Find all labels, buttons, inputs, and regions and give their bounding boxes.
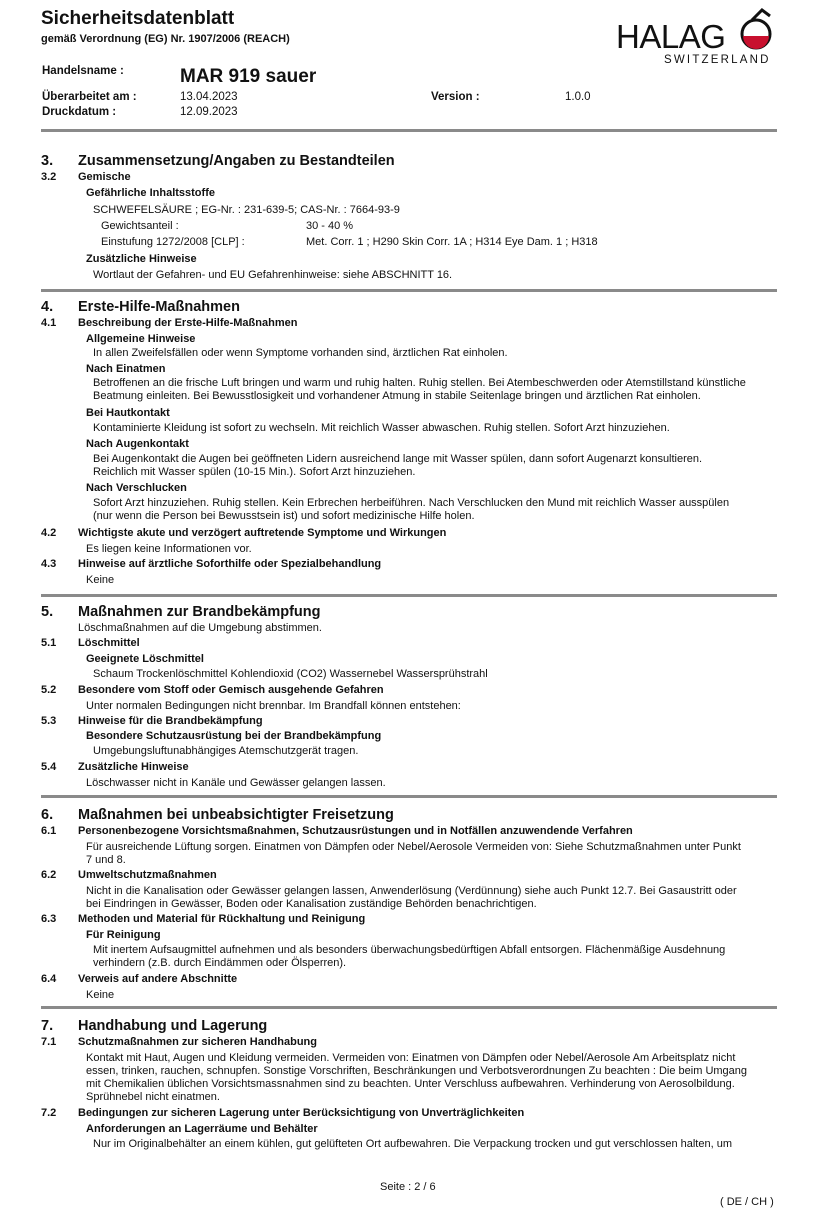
subsection-title: Hinweise für die Brandbekämpfung [78, 715, 263, 727]
subsection-title: Bedingungen zur sicheren Lagerung unter Berücksichtigung von Unverträglichkeiten [78, 1107, 525, 1119]
text-line: Nicht in die Kanalisation oder Gewässer gelangen lassen, Anwenderlösung (Verdünnung) siehe auch Punkt 12.7. Bei Gasaustritt oder [86, 885, 737, 897]
text-line: Kontakt mit Haut, Augen und Kleidung vermeiden. Vermeiden von: Einatmen von Dämpfen oder Nebel/Aerosole Am Arbeitsplatz nicht [86, 1052, 736, 1064]
text-line: Unter normalen Bedingungen nicht brennbar. Im Brandfall können entstehen: [86, 700, 461, 712]
text-line: verhindern (z.B. durch Eindämmen oder Ölsperren). [93, 957, 347, 969]
text-line: essen, trinken, rauchen, schnupfen. Sonstige Vorschriften, Beschränkungen und Verbotsverordnungen Zu beachten : Die beim Umgang [86, 1065, 748, 1077]
text-line: Sprühnebel nicht einatmen. [86, 1091, 220, 1103]
text-line: 7 und 8. [86, 854, 126, 866]
print-date-label: Druckdatum : [42, 106, 117, 118]
subheading: Zusätzliche Hinweise [86, 253, 197, 265]
subsection-number: 6.3 [41, 913, 57, 925]
section-divider [41, 594, 777, 597]
logo-name: HALAG [616, 18, 726, 55]
subsection-number: 6.2 [41, 869, 57, 881]
text-line: Keine [86, 989, 115, 1001]
subsection-number: 5.4 [41, 761, 57, 773]
text-line: Es liegen keine Informationen vor. [86, 543, 252, 555]
classification-value: Met. Corr. 1 ; H290 Skin Corr. 1A ; H314 Eye Dam. 1 ; H318 [306, 236, 598, 248]
section-number: 7. [41, 1018, 54, 1034]
text-line: Löschmaßnahmen auf die Umgebung abstimmen. [78, 622, 322, 634]
section-number: 5. [41, 604, 54, 620]
subsection-title: Verweis auf andere Abschnitte [78, 973, 238, 985]
section-number: 4. [41, 299, 54, 315]
subheading: Gefährliche Inhaltsstoffe [86, 187, 215, 199]
revised-label: Überarbeitet am : [42, 91, 137, 103]
text-line: Reichlich mit Wasser spülen (10-15 Min.). Sofort Arzt hinzuziehen. [93, 466, 416, 478]
weight-label: Gewichtsanteil : [101, 220, 179, 232]
version-label: Version : [431, 91, 480, 103]
text-line: Kontaminierte Kleidung ist sofort zu wechseln. Mit reichlich Wasser abwaschen. Ruhig stellen. Sofort Arzt hinzuziehen. [93, 422, 670, 434]
text-line: Nur im Originalbehälter an einem kühlen, gut gelüfteten Ort aufbewahren. Die Verpackung trocken und gut verschlossen halten, um [93, 1138, 732, 1150]
subsection-title: Löschmittel [78, 637, 140, 649]
text-line: Schaum Trockenlöschmittel Kohlendioxid (CO2) Wassernebel Wassersprühstrahl [93, 668, 488, 680]
subsection-number: 6.4 [41, 973, 57, 985]
subsection-number: 5.2 [41, 684, 57, 696]
text-line: Betroffenen an die frische Luft bringen und warm und ruhig halten. Ruhig stellen. Bei Atembeschwerden oder Atemstillstand künstliche [93, 377, 746, 389]
classification-label: Einstufung 1272/2008 [CLP] : [101, 236, 245, 248]
text-line: bei Eindringen in Gewässer, Boden oder Kanalisation zuständige Behörden benachrichtigen. [86, 898, 537, 910]
weight-value: 30 - 40 % [306, 220, 354, 232]
subsection-number: 5.3 [41, 715, 57, 727]
subsection-number: 3.2 [41, 171, 57, 183]
text-line: Umgebungsluftunabhängiges Atemschutzgerät tragen. [93, 745, 359, 757]
print-date: 12.09.2023 [180, 106, 238, 118]
subsection-title: Personenbezogene Vorsichtsmaßnahmen, Schutzausrüstungen und in Notfällen anzuwendende Verfahren [78, 825, 633, 837]
section-title: Maßnahmen bei unbeabsichtigter Freisetzung [78, 807, 394, 823]
subsection-title: Besondere vom Stoff oder Gemisch ausgehende Gefahren [78, 684, 384, 696]
section-divider [41, 289, 777, 292]
text-line: Mit inertem Aufsaugmittel aufnehmen und als besonders überwachungsbedürftigen Abfall entsorgen. Flächenmäßige Ausdehnung [93, 944, 726, 956]
section-title: Maßnahmen zur Brandbekämpfung [78, 604, 321, 620]
logo-sub: SWITZERLAND [664, 54, 771, 66]
text-line: Keine [86, 574, 115, 586]
text-line: (nur wenn die Person bei Bewusstsein ist) und sofort medizinische Hilfe holen. [93, 510, 475, 522]
subsection-title: Zusätzliche Hinweise [78, 761, 189, 773]
trade-name: MAR 919 sauer [180, 66, 317, 87]
header-divider [41, 129, 777, 132]
subsection-title: Beschreibung der Erste-Hilfe-Maßnahmen [78, 317, 298, 329]
text-line: Löschwasser nicht in Kanäle und Gewässer gelangen lassen. [86, 777, 386, 789]
trade-name-label: Handelsname : [42, 65, 124, 77]
version-value: 1.0.0 [565, 91, 591, 103]
subheading: Geeignete Löschmittel [86, 653, 204, 665]
section-number: 3. [41, 153, 54, 169]
subsection-title: Gemische [78, 171, 131, 183]
ingredient-line: SCHWEFELSÄURE ; EG-Nr. : 231-639-5; CAS-Nr. : 7664-93-9 [93, 204, 400, 216]
section-divider [41, 1006, 777, 1009]
text-line: Beatmung einleiten. Bei Bewusstlosigkeit und vorhandener Atmung in stabile Seitenlage bringen und ärztlichen Rat einholen. [93, 390, 701, 402]
subsection-title: Wichtigste akute und verzögert auftretende Symptome und Wirkungen [78, 527, 447, 539]
subsection-number: 7.2 [41, 1107, 57, 1119]
text-line: Für ausreichende Lüftung sorgen. Einatmen von Dämpfen oder Nebel/Aerosole Vermeiden von: Siehe Schutzmaßnahmen unter Punkt [86, 841, 741, 853]
text-line: Sofort Arzt hinzuziehen. Ruhig stellen. Kein Erbrechen herbeiführen. Nach Verschlucken den Mund mit reichlich Wasser ausspülen [93, 497, 730, 509]
text-line: In allen Zweifelsfällen oder wenn Symptome vorhanden sind, ärztlichen Rat einholen. [93, 347, 508, 359]
revised-date: 13.04.2023 [180, 91, 238, 103]
subheading: Nach Augenkontakt [86, 438, 189, 450]
company-logo [612, 6, 777, 70]
page-number: Seite : 2 / 6 [380, 1181, 436, 1193]
section-title: Erste-Hilfe-Maßnahmen [78, 299, 240, 315]
subheading: Für Reinigung [86, 929, 161, 941]
subsection-number: 5.1 [41, 637, 57, 649]
section-divider [41, 795, 777, 798]
subsection-number: 7.1 [41, 1036, 57, 1048]
section-title: Zusammensetzung/Angaben zu Bestandteilen [78, 153, 395, 169]
text-line: Bei Augenkontakt die Augen bei geöffneten Lidern ausreichend lange mit Wasser spülen, dann sofort Augenarzt konsultieren. [93, 453, 703, 465]
document-title: Sicherheitsdatenblatt [41, 8, 235, 29]
subsection-title: Methoden und Material für Rückhaltung und Reinigung [78, 913, 366, 925]
subsection-number: 4.3 [41, 558, 57, 570]
text-line: Wortlaut der Gefahren- und EU Gefahrenhinweise: siehe ABSCHNITT 16. [93, 269, 453, 281]
subsection-title: Schutzmaßnahmen zur sicheren Handhabung [78, 1036, 317, 1048]
subheading: Nach Einatmen [86, 363, 166, 375]
document-subtitle: gemäß Verordnung (EG) Nr. 1907/2006 (REACH) [41, 33, 290, 45]
section-number: 6. [41, 807, 54, 823]
subheading: Anforderungen an Lagerräume und Behälter [86, 1123, 318, 1135]
subsection-number: 4.1 [41, 317, 57, 329]
language-code: ( DE / CH ) [720, 1196, 774, 1208]
subheading: Nach Verschlucken [86, 482, 187, 494]
subsection-title: Umweltschutzmaßnahmen [78, 869, 217, 881]
subsection-title: Hinweise auf ärztliche Soforthilfe oder Spezialbehandlung [78, 558, 382, 570]
text-line: mit Chemikalien üblichen Vorsichtsmassnahmen sind zu beachten. Unter Verschluss aufbewahren. Verhinderung von Aerosolbildung. [86, 1078, 735, 1090]
section-title: Handhabung und Lagerung [78, 1018, 268, 1034]
subsection-number: 6.1 [41, 825, 57, 837]
subheading: Allgemeine Hinweise [86, 333, 196, 345]
subsection-number: 4.2 [41, 527, 57, 539]
subheading: Bei Hautkontakt [86, 407, 170, 419]
subheading: Besondere Schutzausrüstung bei der Brandbekämpfung [86, 730, 382, 742]
